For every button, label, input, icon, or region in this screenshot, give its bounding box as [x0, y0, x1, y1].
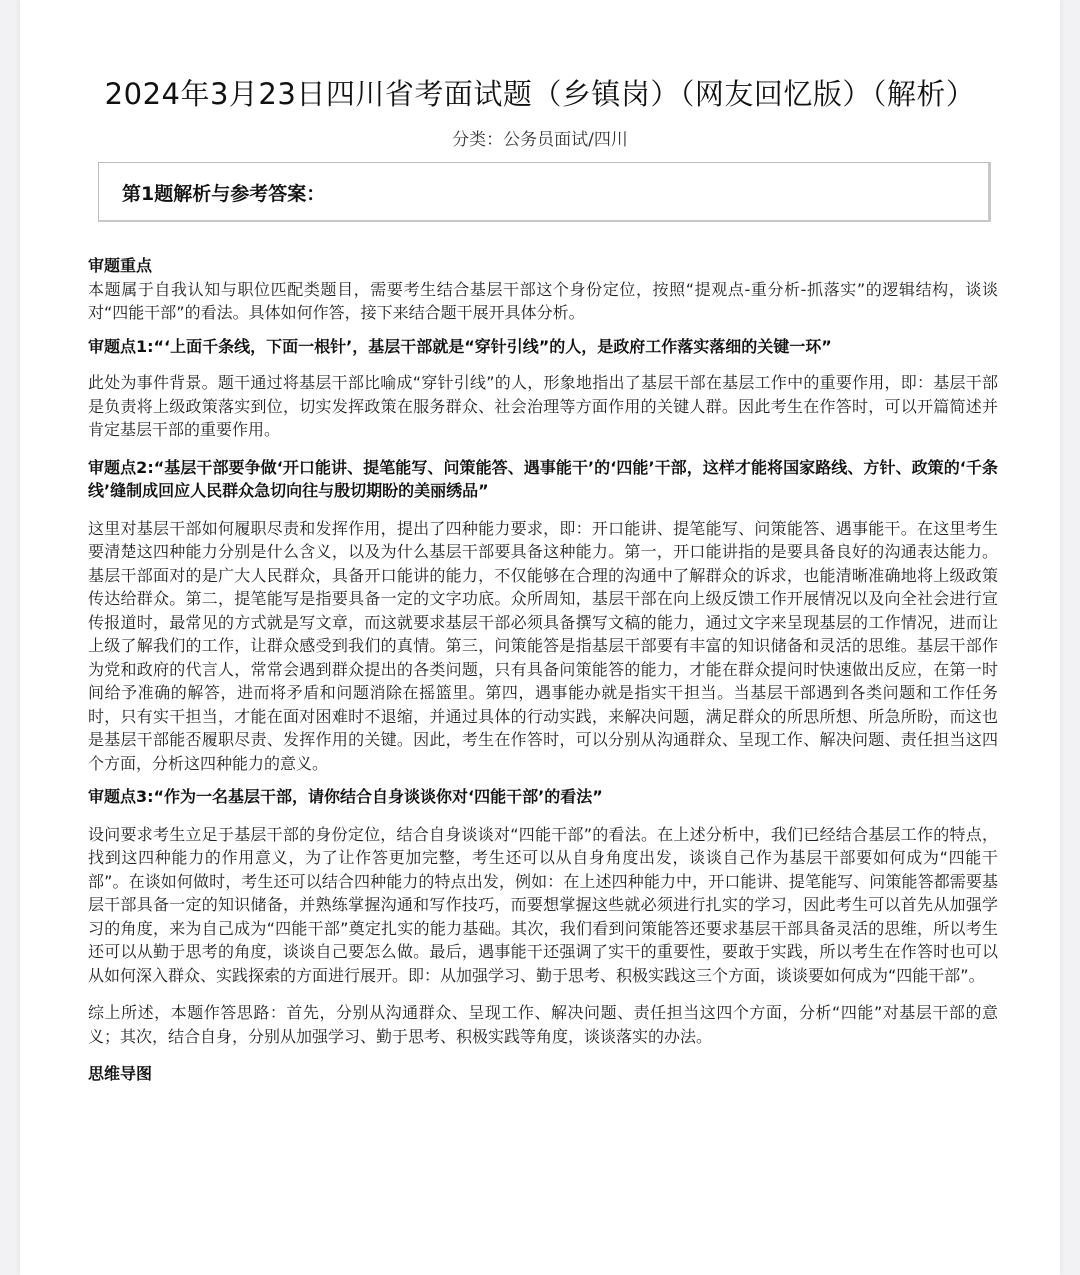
category-label: 分类：公务员面试/四川 [452, 130, 628, 150]
analysis-content [88, 254, 998, 1086]
point3-heading: 审题点3:“作为一名基层干部，请你结合自身谈谈你对‘四能干部’的看法” [88, 787, 603, 806]
focus-heading: 审题重点 [88, 256, 153, 275]
question-heading-box [98, 162, 991, 222]
point1-heading: 审题点1:“‘上面千条线，下面一根针’，基层干部就是“穿针引线”的人，是政府工作落实落细的关键一环” [88, 336, 832, 356]
document-page [20, 0, 1060, 1275]
point3-paragraph: 设问要求考生立足于基层干部的身份定位，结合自身谈谈对“四能干部”的看法。在上述分析中，我们已经结合基层工作的特点，找到这四种能力的作用意义，为了让作答更加完整，考生还可以从自身角度出发，谈谈自己作为基层干部要如何成为“四能干部”。在谈如何做时，考生还可以结合四种能力的特点出发，例如：在上述四种能力中，开口能讲、提笔能写、问策能答都需要基层干部具备一定的知识储备，并熟练掌握沟通和写作技巧，而要想掌握这些就必须进行扎实的学习，因此考生可以首先从加强学习的角度，来为自己成为“四能干部”奠定扎实的能力基础。其次，我们看到问策能答还要求基层干部具备灵活的思维，所以考生还可以从勤于思考的角度，谈谈自己要怎么做。最后，遇事能干还强调了实干的重要性，要敢于实践，所以考生在作答时也可以从如何深入群众、实践探索的方面进行展开。即：从加强学习、勤于思考、积极实践这三个方面，谈谈要如何成为“四能干部”。 [88, 824, 998, 985]
question-heading: 第1题解析与参考答案： [122, 183, 326, 205]
page-title: 2024年3月23日四川省考面试题（乡镇岗）（网友回忆版）（解析） [104, 77, 976, 111]
focus-paragraph: 本题属于自我认知与职位匹配类题目，需要考生结合基层干部这个身份定位，按照“提观点-重分析-抓落实”的逻辑结构，谈谈对“四能干部”的看法。具体如何作答，接下来结合题干展开具体分析。 [88, 279, 998, 322]
mindmap-heading: 思维导图 [88, 1064, 153, 1083]
point1-paragraph: 此处为事件背景。题干通过将基层干部比喻成“穿针引线”的人，形象地指出了基层干部在基层工作中的重要作用，即：基层干部是负责将上级政策落实到位，切实发挥政策在服务群众、社会治理等方面作用的关键人群。因此考生在作答时，可以开篇简述并肯定基层干部的重要作用。 [88, 373, 998, 439]
summary-paragraph: 综上所述，本题作答思路：首先，分别从沟通群众、呈现工作、解决问题、责任担当这四个方面，分析“四能”对基层干部的意义；其次，结合自身，分别从加强学习、勤于思考、积极实践等角度，谈谈落实的办法。 [88, 1003, 998, 1046]
point2-heading: 审题点2:“基层干部要争做‘开口能讲、提笔能写、问策能答、遇事能干’的‘四能’干部，这样才能将国家路线、方针、政策的‘千条线’缝制成回应人民群众急切向往与殷切期盼的美丽绣品” [88, 457, 998, 500]
point2-paragraph: 这里对基层干部如何履职尽责和发挥作用，提出了四种能力要求，即：开口能讲、提笔能写、问策能答、遇事能干。在这里考生要清楚这四种能力分别是什么含义，以及为什么基层干部要具备这种能力。第一，开口能讲指的是要具备良好的沟通表达能力。基层干部面对的是广大人民群众，具备开口能讲的能力，不仅能够在合理的沟通中了解群众的诉求，也能清晰准确地将上级政策传达给群众。第二，提笔能写是指要具备一定的文字功底。众所周知，基层干部在向上级反馈工作开展情况以及向全社会进行宣传报道时，最常见的方式就是写文章，而这就要求基层干部必须具备撰写文稿的能力，通过文字来呈现基层的工作情况，进而让上级了解我们的工作，让群众感受到我们的真情。第三，问策能答是指基层干部要有丰富的知识储备和灵活的思维。基层干部作为党和政府的代言人，常常会遇到群众提出的各类问题，只有具备问策能答的能力，才能在群众提问时快速做出反应，在第一时间给予准确的解答，进而将矛盾和问题消除在摇篮里。第四，遇事能办就是指实干担当。当基层干部遇到各类问题和工作任务时，只有实干担当，才能在面对困难时不退缩，并通过具体的行动实践，来解决问题，满足群众的所思所想、所急所盼，而这也是基层干部能否履职尽责、发挥作用的关键。因此，考生在作答时，可以分别从沟通群众、呈现工作、解决问题、责任担当这四个方面，分析这四种能力的意义。 [88, 518, 998, 773]
